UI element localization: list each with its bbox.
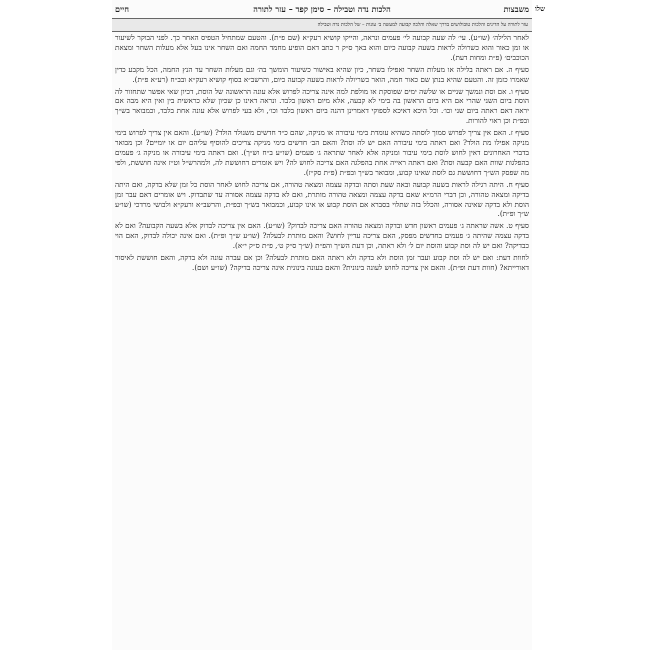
running-header — [112, 2, 532, 16]
paragraph: סעיף ו. אם וסת ונמשך שניים או שלשה ימים שפוסקת או מולפת למה אינה צריכה לפרוש אלא עונה הראשונה של הוסת, דכיון שאי אפשר שתחזור לה הוסת ביום השני שהרי אם היא ביום הראשון בה בימי לא קבעה, אלא מיום ראשון בלבד. ונראה דאינו כן שכיון שלא כראשית בין ואין היא מבה אם יראה דאם ראתה ביום שני וכו׳. וכל היכא דאיכא לספוקי דאמרינן דהנה ביום ראשון בלבד וכו׳, ולא בעי לפרוש אלא עונה אחת בלבד, וכמבואר בש״ך ובפ״ת וכן ראוי להורות. — [115, 86, 529, 126]
paragraph: סעיף ז. האם אין צריך לפרוש סמוך לוסתה כשהיא עומדת בימי עיבורה או מניקה, שהם כ״ד חדשים משנולד הולד? (שו״ע). והאם אין צריך לפרוש בימי מניקה אפילו מת הולד? ואם ראתה בימי עיבורה האם יש לה וסת? והאם הב׳ חדשים בימי מניקה צריכים להוסיף עליהם יום או יומיים? וכן מבואר בדברי האחרונים דאין לחוש לוסת בימי עיבור ומניקה אלא לאחר שתראה ג׳ פעמים (שו״ע ב״ח וש״ך). ואם ראתה בימי עיבורה או מניקה ג׳ פעמים בהפלגות שוות האם קבעה וסת? ואם ראתה ראייה אחת בהפלגה האם צריכה לחוש לה? ויש אומרים דחוששת לה, ולמהרש״ל וט״ז אינה חוששת, ולפי מה שפסק הש״ך דחוששת גם לוסת שאינו קבוע, ומבואר בש״ך ובפ״ת (פ״ת סק״ז). — [115, 128, 529, 177]
paragraph: סעיף ה. אם ראתה בלילה או מעלות השחר ואפילו בשחר, כיון שהיא באישור כשיעור הומשך בה׳ וגם מעלות השחר עד הנץ החמה, הכל מקבע כדין שאמרו כזמן זה. והטעם שהיא בנתן שם כאור חמה, הואר כשריולה לראות בשעה קבועה כיום, והרשב״א בסוף קושיא רעק״א ובב״ח (רע״א פ״ת). — [115, 64, 529, 84]
paragraph: סעיף ח. היתה רגילה לראות בשעה קבועה ובאה שעת וסתה ובדקה עצמה ומצאה טהורה, אם צריכה לחוש לאחר הוסת כל זמן שלא בדקה, ואם היתה בדיקה ומצאה טהורה, וכן דברי הרמ״א שאם בדקה עצמה ומצאה טהורה מותרת, ואם לא בדקה עצמה אסורה עד שתבדוק. ויש אומרים דאם עבר זמן הוסת ולא בדקה שאינה אסורה, והכלל בזה שתלוי בסברא אם הוסת קבוע או אינו קבוע, וכמבואר בש״ך ובפ״ת, והרשב״א ורעק״א ולבושי מרדכי (שו״ע ש״ך ופ״ת). — [115, 179, 529, 219]
text-body — [115, 33, 529, 646]
banner-strip — [112, 18, 532, 32]
header-book-title: משבצות — [503, 4, 529, 14]
banner-text: עזר לתורה על הדינים והלכות טובולושים בדרך שאלה והלכה קבועה למעשה ב׳ עונות – של הלכות נדה וטבילה — [317, 22, 528, 28]
paragraph: לחוות דעת: ואם יש לה וסת קבוע ועבר זמן הוסת ולא בדקה ולא ראתה האם מותרת לבעלה? וכן אם עברה עונה ולא בדקה, והאם חוששת לאיסור דאורייתא? (חוות דעת ופ״ת). והאם אין צריכה לחוש לעונה בינונית? והאם בעונה בינונית אינה צריכה בדיקה? (שו״ע ושם). — [115, 253, 529, 272]
header-section-title: הלכות נדה וטבילה – סימן קפד – עזר לתורה — [253, 4, 391, 14]
book-page — [112, 0, 532, 650]
paragraph: סעיף ט. אשה שראתה ג׳ פעמים ראשון חדש ובדקה ומצאה טהורה האם צריכה לבדוק? (שו״ע). האם אין צריכה לבדוק אלא בשעה הקבועה? ואם לא בדקה עצמה שהיתה ג׳ פעמים בחדשים מפסק, האם צריכה עדיין לחוש? והאם מותרת לבעלה? (שו״ע ש״ך ופ״ת). ואם אינה יכולה לבדוק, האם הוי כבדיקה? ואם יש לה וסת קבוע והוסת יום ל׳ ולא ראתה, וכן דעת הש״ך והפ״ת (ש״ך ס״ק ט׳, פ״ת ס״ק י״א). — [115, 221, 529, 251]
paragraph: לאחר הלילה׳ (שו״ע). עי׳ לה שעה קבועה לי׳ פעמים ונראה, והייקו קושיא רעק״א (שם פ״ת). והטעם שמתחיל הטפיס האחר כך. לפני הבוקר לשיעור או זמן כאור והוא כשרולה לראות בשעה קבועה כיום והוא באך ס״ק ר כתב דאם הופיע מחמד החמה ואם השחר אינו בעל אלא מעלות השחר ומצאת הכוכבים׳ (פ״ת ומחות דעת). — [115, 33, 529, 62]
header-volume-title: חיים — [115, 4, 129, 14]
page-number: שלו — [535, 4, 546, 13]
